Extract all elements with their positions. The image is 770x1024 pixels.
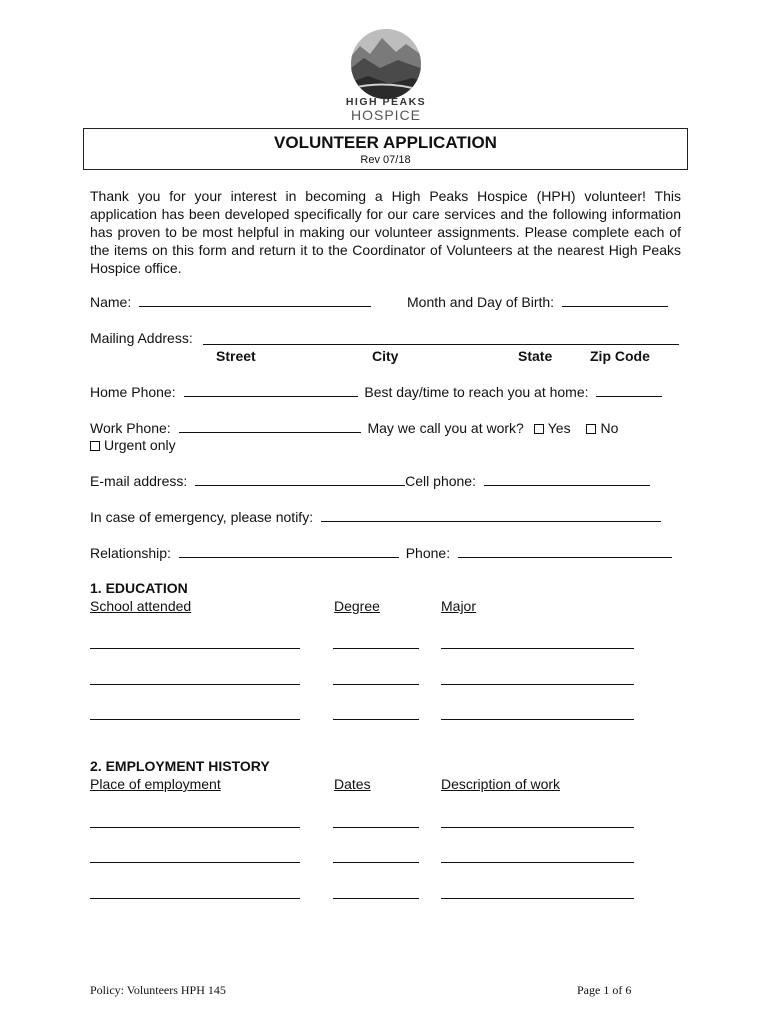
- education-degree-field-3[interactable]: [333, 719, 419, 720]
- logo-line2: HOSPICE: [350, 107, 421, 123]
- city-label: City: [372, 348, 399, 364]
- email-row: [90, 473, 650, 489]
- yes-label: Yes: [547, 420, 571, 436]
- education-school-field-2[interactable]: [90, 684, 300, 685]
- work-phone-label: Work Phone:: [90, 420, 171, 436]
- employment-description-field-1[interactable]: [441, 827, 634, 828]
- revision-label: Rev 07/18: [360, 154, 411, 166]
- employment-dates-field-1[interactable]: [333, 827, 419, 828]
- employment-place-field-2[interactable]: [90, 862, 300, 863]
- education-col-major: Major: [441, 598, 477, 614]
- cell-field[interactable]: [484, 474, 650, 486]
- work-phone-field[interactable]: [179, 421, 361, 433]
- urgent-row: [90, 437, 176, 453]
- education-heading: 1. EDUCATION: [90, 580, 188, 596]
- name-field[interactable]: [139, 295, 371, 307]
- home-phone-row: [90, 384, 662, 400]
- birth-row: [407, 294, 668, 310]
- education-major-field-2[interactable]: [441, 684, 634, 685]
- phone-label: Phone:: [405, 545, 451, 561]
- education-major-field-1[interactable]: [441, 648, 634, 649]
- employment-place-field-3[interactable]: [90, 898, 300, 899]
- employment-description-field-3[interactable]: [441, 898, 634, 899]
- title-box: [83, 128, 688, 170]
- employment-col-place: Place of employment: [90, 776, 221, 792]
- emergency-label: In case of emergency, please notify:: [90, 509, 314, 525]
- best-time-field[interactable]: [596, 385, 662, 397]
- email-field[interactable]: [195, 474, 405, 486]
- relationship-label: Relationship:: [90, 545, 171, 561]
- employment-col-dates: Dates: [334, 776, 371, 792]
- relationship-row: [90, 545, 672, 561]
- mailing-row: [90, 330, 193, 346]
- no-label: No: [600, 420, 619, 436]
- mailing-label: Mailing Address:: [90, 330, 193, 346]
- logo-line1: HIGH PEAKS: [345, 96, 427, 108]
- education-school-field-3[interactable]: [90, 719, 300, 720]
- cell-label: Cell phone:: [405, 473, 476, 489]
- employment-dates-field-2[interactable]: [333, 862, 419, 863]
- name-row: [90, 294, 371, 310]
- education-col-degree: Degree: [334, 598, 380, 614]
- work-phone-row: [90, 420, 618, 436]
- emergency-row: [90, 509, 661, 525]
- call-work-label: May we call you at work?: [367, 420, 524, 436]
- yes-checkbox[interactable]: [534, 424, 544, 434]
- birth-field[interactable]: [562, 295, 668, 307]
- no-checkbox[interactable]: [586, 424, 596, 434]
- education-degree-field-2[interactable]: [333, 684, 419, 685]
- employment-description-field-2[interactable]: [441, 862, 634, 863]
- education-degree-field-1[interactable]: [333, 648, 419, 649]
- zip-label: Zip Code: [590, 348, 650, 364]
- urgent-label: Urgent only: [104, 437, 176, 453]
- employment-place-field-1[interactable]: [90, 827, 300, 828]
- street-label: Street: [216, 348, 256, 364]
- footer-policy: Policy: Volunteers HPH 145: [90, 983, 226, 997]
- mailing-field[interactable]: [203, 344, 679, 345]
- emergency-field[interactable]: [321, 510, 661, 522]
- name-label: Name:: [90, 294, 132, 310]
- birth-label: Month and Day of Birth:: [407, 294, 555, 310]
- relationship-field[interactable]: [179, 546, 399, 558]
- footer-page-number: Page 1 of 6: [577, 983, 632, 997]
- education-major-field-3[interactable]: [441, 719, 634, 720]
- urgent-checkbox[interactable]: [90, 441, 100, 451]
- education-col-school: School attended: [90, 598, 192, 614]
- best-time-label: Best day/time to reach you at home:: [364, 384, 589, 400]
- email-label: E-mail address:: [90, 473, 188, 489]
- emergency-phone-field[interactable]: [458, 546, 672, 558]
- intro-paragraph: Thank you for your interest in becoming a High Peaks Hospice (HPH) volunteer! This application has been developed specifically for our care services and the following information has proven to be most helpful in making our volunteer assignments. Please complete each of the items on this form and return it to the Coordinator of Volunteers at the nearest High Peaks Hospice office.: [90, 188, 681, 276]
- employment-col-description: Description of work: [441, 776, 561, 792]
- home-phone-label: Home Phone:: [90, 384, 176, 400]
- employment-dates-field-3[interactable]: [333, 898, 419, 899]
- home-phone-field[interactable]: [184, 385, 358, 397]
- employment-heading: 2. EMPLOYMENT HISTORY: [90, 758, 270, 774]
- state-label: State: [518, 348, 553, 364]
- page-title: VOLUNTEER APPLICATION: [274, 133, 497, 152]
- education-school-field-1[interactable]: [90, 648, 300, 649]
